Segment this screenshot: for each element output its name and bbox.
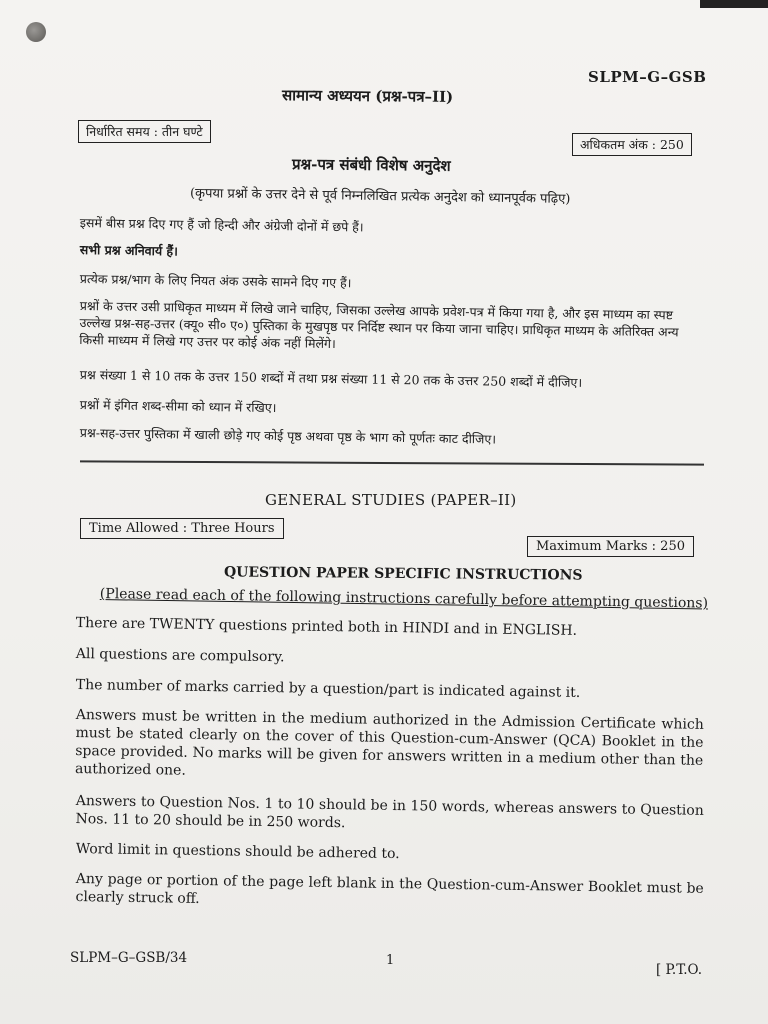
english-instruction-1: There are TWENTY questions printed both in HINDI and in ENGLISH. bbox=[75, 614, 578, 639]
english-instruction-2: All questions are compulsory. bbox=[75, 645, 285, 666]
english-subheading-text: (Please read each of the following instructions carefully before attempting questions) bbox=[99, 586, 709, 612]
hindi-instruction-5: प्रश्न संख्या 1 से 10 तक के उत्तर 150 शब्दों में तथा प्रश्न संख्या 11 से 20 तक के उत्तर 250 शब्दों में दीजिए। bbox=[79, 366, 583, 390]
english-instruction-7: Any page or portion of the page left blank in the Question-cum-Answer Booklet must be clearly struck off. bbox=[75, 870, 704, 907]
footer-page-number: 1 bbox=[386, 953, 395, 968]
english-heading: QUESTION PAPER SPECIFIC INSTRUCTIONS bbox=[223, 564, 583, 584]
hindi-instruction-2: सभी प्रश्न अनिवार्य हैं। bbox=[79, 241, 179, 259]
punch-hole bbox=[26, 22, 46, 42]
hindi-instruction-6: प्रश्नों में इंगित शब्द-सीमा को ध्यान में रखिए। bbox=[79, 396, 277, 416]
english-time-allowed: Time Allowed : Three Hours bbox=[80, 518, 284, 539]
hindi-instruction-4: प्रश्नों के उत्तर उसी प्राधिकृत माध्यम में लिखे जाने चाहिए, जिसका उल्लेख आपके प्रवेश-पत्र में किया गया है, और इस माध्यम का स्पष्ट उल्लेख प्रश्न-सह-उत्तर (क्यू० सी० ए०) पुस्तिका के मुखपृष्ठ पर निर्दिष्ट स्थान पर किया जाना चाहिए। प्राधिकृत माध्यम के अतिरिक्त अन्य किसी माध्यम में लिखे गए उत्तर पर कोई अंक नहीं मिलेंगे। bbox=[79, 297, 679, 352]
paper-code: SLPM–G–GSB bbox=[588, 68, 707, 86]
english-title: GENERAL STUDIES (PAPER–II) bbox=[265, 491, 517, 509]
section-divider bbox=[80, 460, 704, 465]
english-instruction-5: Answers to Question Nos. 1 to 10 should be in 150 words, whereas answers to Question Nos. 11 to 20 should be in 250 words. bbox=[75, 792, 704, 832]
english-instruction-4: Answers must be written in the medium authorized in the Admission Certificate which must be stated clearly on the cover of this Question-cum-Answer (QCA) Booklet in the space provided. No marks will be given for answers written in a medium other than the authorized one. bbox=[74, 706, 704, 779]
hindi-max-marks: अधिकतम अंक : 250 bbox=[572, 133, 692, 156]
hindi-instruction-1: इसमें बीस प्रश्न दिए गए हैं जो हिन्दी और अंग्रेजी दोनों में छपे हैं। bbox=[79, 214, 364, 235]
footer-paper-code: SLPM–G–GSB/34 bbox=[70, 950, 188, 966]
hindi-instruction-3: प्रत्येक प्रश्न/भाग के लिए नियत अंक उसके सामने दिए गए हैं। bbox=[79, 270, 352, 291]
hindi-instruction-7: प्रश्न-सह-उत्तर पुस्तिका में खाली छोड़े गए कोई पृष्ठ अथवा पृष्ठ के भाग को पूर्णतः काट दीजिए। bbox=[79, 424, 497, 447]
top-edge-mark bbox=[700, 0, 768, 8]
footer-pto: [ P.T.O. bbox=[656, 962, 703, 978]
hindi-heading: प्रश्न-पत्र संबंधी विशेष अनुदेश bbox=[291, 155, 451, 175]
hindi-time-allowed: निर्धारित समय : तीन घण्टे bbox=[78, 120, 211, 143]
hindi-subheading: (कृपया प्रश्नों के उत्तर देने से पूर्व निम्नलिखित प्रत्येक अनुदेश को ध्यानपूर्वक पढ़िए) bbox=[189, 186, 571, 207]
hindi-title: सामान्य अध्ययन (प्रश्न-पत्र–II) bbox=[281, 86, 454, 106]
english-instruction-3: The number of marks carried by a question/part is indicated against it. bbox=[75, 676, 581, 701]
english-instruction-6: Word limit in questions should be adhered to. bbox=[75, 840, 400, 863]
english-subheading bbox=[100, 586, 708, 612]
english-max-marks: Maximum Marks : 250 bbox=[527, 536, 694, 557]
